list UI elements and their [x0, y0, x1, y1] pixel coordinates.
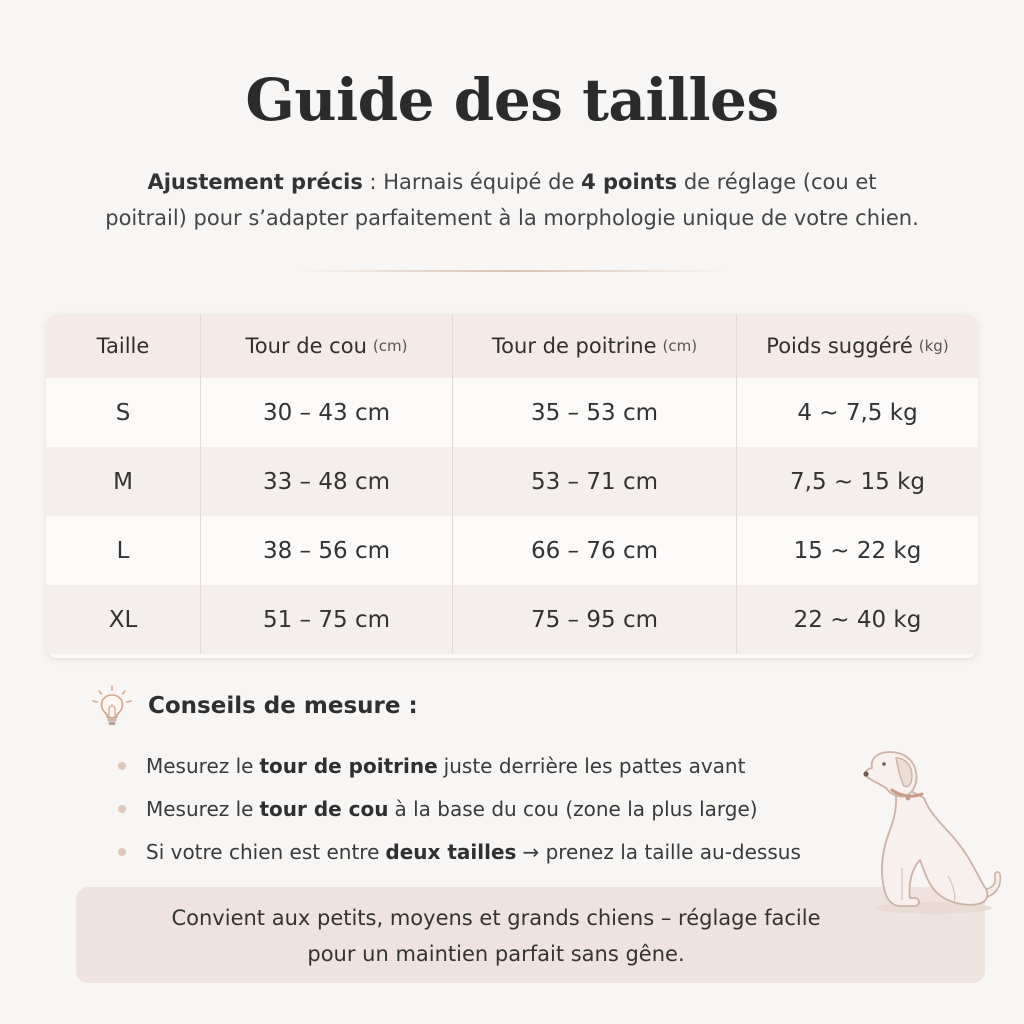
divider [292, 270, 732, 272]
intro-line-2: poitrail) pour s’adapter parfaitement à la morphologie unique de votre chien. [105, 206, 919, 230]
tip-text: Mesurez le [146, 753, 254, 778]
dog-icon [850, 748, 1010, 918]
table-cell: 7,5 ~ 15 kg [790, 468, 925, 495]
list-item [118, 787, 838, 830]
tips-list [118, 744, 838, 873]
bullet-icon [118, 805, 126, 813]
footer-line-1: Convient aux petits, moyens et grands chiens – réglage facile [171, 906, 821, 930]
header-label: Poids suggéré [766, 334, 913, 358]
intro-part: de réglage (cou et [677, 170, 877, 194]
intro-points: 4 points [581, 170, 678, 194]
table-cell: XL [46, 585, 201, 654]
header-cell [201, 314, 453, 378]
header-label: Taille [96, 334, 150, 358]
tip-highlight: deux tailles [385, 839, 517, 864]
table-row [46, 447, 978, 516]
header-unit: (cm) [372, 337, 408, 355]
tip-text: Si votre chien est entre [146, 839, 380, 864]
header-cell [46, 314, 201, 378]
header-unit: (cm) [662, 337, 698, 355]
tip-text: → prenez la taille au-dessus [522, 839, 801, 864]
table-cell: 53 – 71 cm [453, 447, 737, 516]
size-table [46, 314, 978, 658]
header-label: Tour de cou [245, 334, 367, 358]
intro-text [60, 164, 964, 236]
footer-text [76, 900, 916, 972]
intro-highlight: Ajustement précis [147, 170, 363, 194]
table-cell: 22 ~ 40 kg [793, 606, 922, 633]
table-cell: 15 ~ 22 kg [793, 537, 922, 564]
header-cell [453, 314, 737, 378]
bullet-icon [118, 848, 126, 856]
lightbulb-icon [90, 684, 134, 728]
table-cell: S [46, 378, 201, 447]
tip-highlight: tour de poitrine [259, 753, 438, 778]
table-header-row [46, 314, 978, 378]
list-item [118, 744, 838, 787]
tip-text: à la base du cou (zone la plus large) [394, 796, 758, 821]
table-cell: 35 – 53 cm [453, 378, 737, 447]
bullet-icon [118, 762, 126, 770]
table-cell: 4 ~ 7,5 kg [797, 399, 918, 426]
tips-header [90, 684, 418, 728]
intro-part: : Harnais équipé de [362, 170, 582, 194]
tip-text: juste derrière les pattes avant [443, 753, 746, 778]
list-item [118, 830, 838, 873]
table-cell: 66 – 76 cm [453, 516, 737, 585]
header-cell [737, 314, 978, 378]
header-unit: (kg) [918, 337, 949, 355]
page-title: Guide des tailles [245, 66, 779, 134]
table-cell: 38 – 56 cm [201, 516, 453, 585]
table-row [46, 585, 978, 654]
header-label: Tour de poitrine [491, 334, 657, 358]
footer-line-2: pour un maintien parfait sans gêne. [307, 942, 685, 966]
table-cell: 30 – 43 cm [201, 378, 453, 447]
table-cell: 51 – 75 cm [201, 585, 453, 654]
table-cell: 75 – 95 cm [453, 585, 737, 654]
table-row [46, 378, 978, 447]
table-cell: 33 – 48 cm [201, 447, 453, 516]
table-row [46, 516, 978, 585]
tip-text: Mesurez le [146, 796, 254, 821]
tip-highlight: tour de cou [259, 796, 389, 821]
tips-title: Conseils de mesure : [148, 693, 418, 719]
table-cell: L [46, 516, 201, 585]
table-cell: M [46, 447, 201, 516]
